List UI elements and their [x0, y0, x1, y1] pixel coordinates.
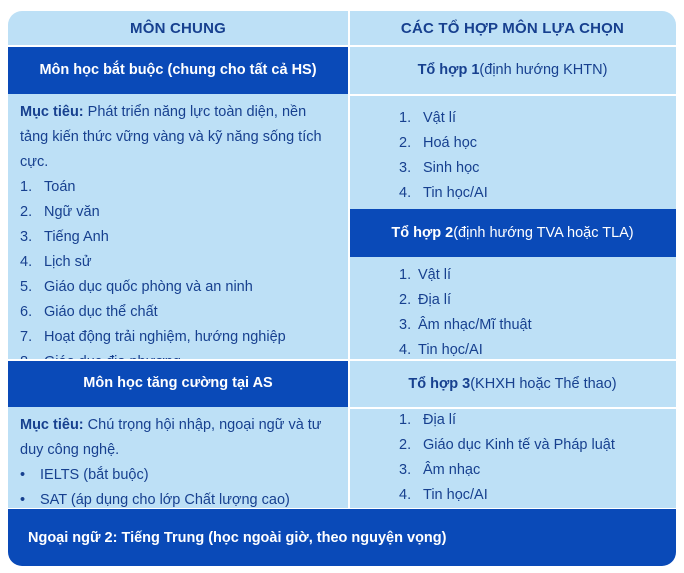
list-item: 2. Giáo dục Kinh tế và Pháp luật [399, 437, 615, 453]
curriculum-table [8, 11, 676, 566]
group3-title-bold: Tổ hợp 3 [408, 375, 471, 392]
row-divider [8, 45, 676, 47]
row-divider [8, 359, 676, 361]
list-item: 4. Tin học/AI [399, 185, 488, 201]
header-left [8, 11, 348, 45]
list-item: 5. Giáo dục quốc phòng và an ninh [20, 279, 253, 295]
enhanced-subjects-title-bar [8, 359, 348, 407]
list-item: • IELTS (bắt buộc) [20, 467, 149, 483]
list-item: 3. Tiếng Anh [20, 229, 109, 245]
group2-title-bar [349, 209, 676, 257]
group2-title-bold: Tổ hợp 2 [391, 225, 454, 241]
goal-text: Phát triển năng lực toàn diện, nền tảng kiến thức vững vàng và kỹ năng sống tích cực. [20, 104, 322, 170]
list-item: 7. Hoạt động trải nghiệm, hướng nghiệp [20, 329, 286, 345]
list-item: 4. Lịch sử [20, 254, 92, 270]
enhanced-subjects-list [20, 463, 336, 513]
goal-label: Mục tiêu: [20, 104, 84, 120]
group3-title-bar [349, 360, 676, 407]
list-item: 3. Âm nhạc/Mĩ thuật [399, 317, 532, 333]
header-left-label: MÔN CHUNG [130, 19, 226, 37]
list-item: 2. Hoá học [399, 135, 478, 151]
row-divider [349, 94, 676, 96]
list-item: 1. Vật lí [399, 110, 457, 126]
required-subjects-title: Môn học bắt buộc (chung cho tất cả HS) [39, 62, 317, 78]
group1-list [399, 106, 676, 206]
group2-title-rest: (định hướng TVA hoặc TLA) [453, 225, 634, 241]
footer-bar [8, 509, 676, 566]
required-subjects-goal [20, 100, 336, 175]
list-item: 4. Tin học/AI [399, 342, 483, 358]
group1-title-bold: Tổ hợp 1 [417, 62, 480, 78]
group1-title-bar [349, 46, 676, 94]
list-item: 2. Địa lí [399, 292, 452, 308]
group3-content [349, 408, 676, 508]
list-item: 4. Tin học/AI [399, 487, 488, 503]
enhanced-subjects-title: Môn học tăng cường tại AS [83, 375, 273, 391]
column-divider [348, 11, 350, 508]
row-divider [349, 407, 676, 409]
group3-list [399, 408, 676, 508]
required-subjects-list [20, 175, 336, 375]
list-item: 3. Âm nhạc [399, 462, 481, 478]
header-right [349, 11, 676, 45]
list-item: 2. Ngữ văn [20, 204, 100, 220]
list-item: 6. Giáo dục thể chất [20, 304, 158, 320]
list-item: • SAT (áp dụng cho lớp Chất lượng cao) [20, 492, 290, 508]
list-item: 1. Vật lí [399, 267, 452, 283]
goal-label: Mục tiêu: [20, 417, 84, 433]
group1-content [349, 95, 676, 209]
enhanced-subjects-goal [20, 413, 336, 463]
group1-title-rest: (định hướng KHTN) [479, 62, 608, 78]
list-item: 1. Toán [20, 179, 76, 195]
required-subjects-content [8, 94, 348, 359]
enhanced-subjects-content [8, 407, 348, 508]
group2-content [349, 257, 676, 359]
header-right-label: CÁC TỔ HỢP MÔN LỰA CHỌN [400, 19, 625, 37]
list-item: 3. Sinh học [399, 160, 480, 176]
required-subjects-title-bar [8, 46, 348, 94]
list-item: 1. Địa lí [399, 412, 457, 428]
group2-list [399, 263, 676, 363]
goal-text: Chú trọng hội nhập, ngoại ngữ và tư duy công nghệ. [20, 417, 322, 458]
footer-text: Ngoại ngữ 2: Tiếng Trung (học ngoài giờ, theo nguyện vọng) [28, 529, 447, 546]
group3-title-rest: (KHXH hoặc Thể thao) [470, 375, 617, 392]
